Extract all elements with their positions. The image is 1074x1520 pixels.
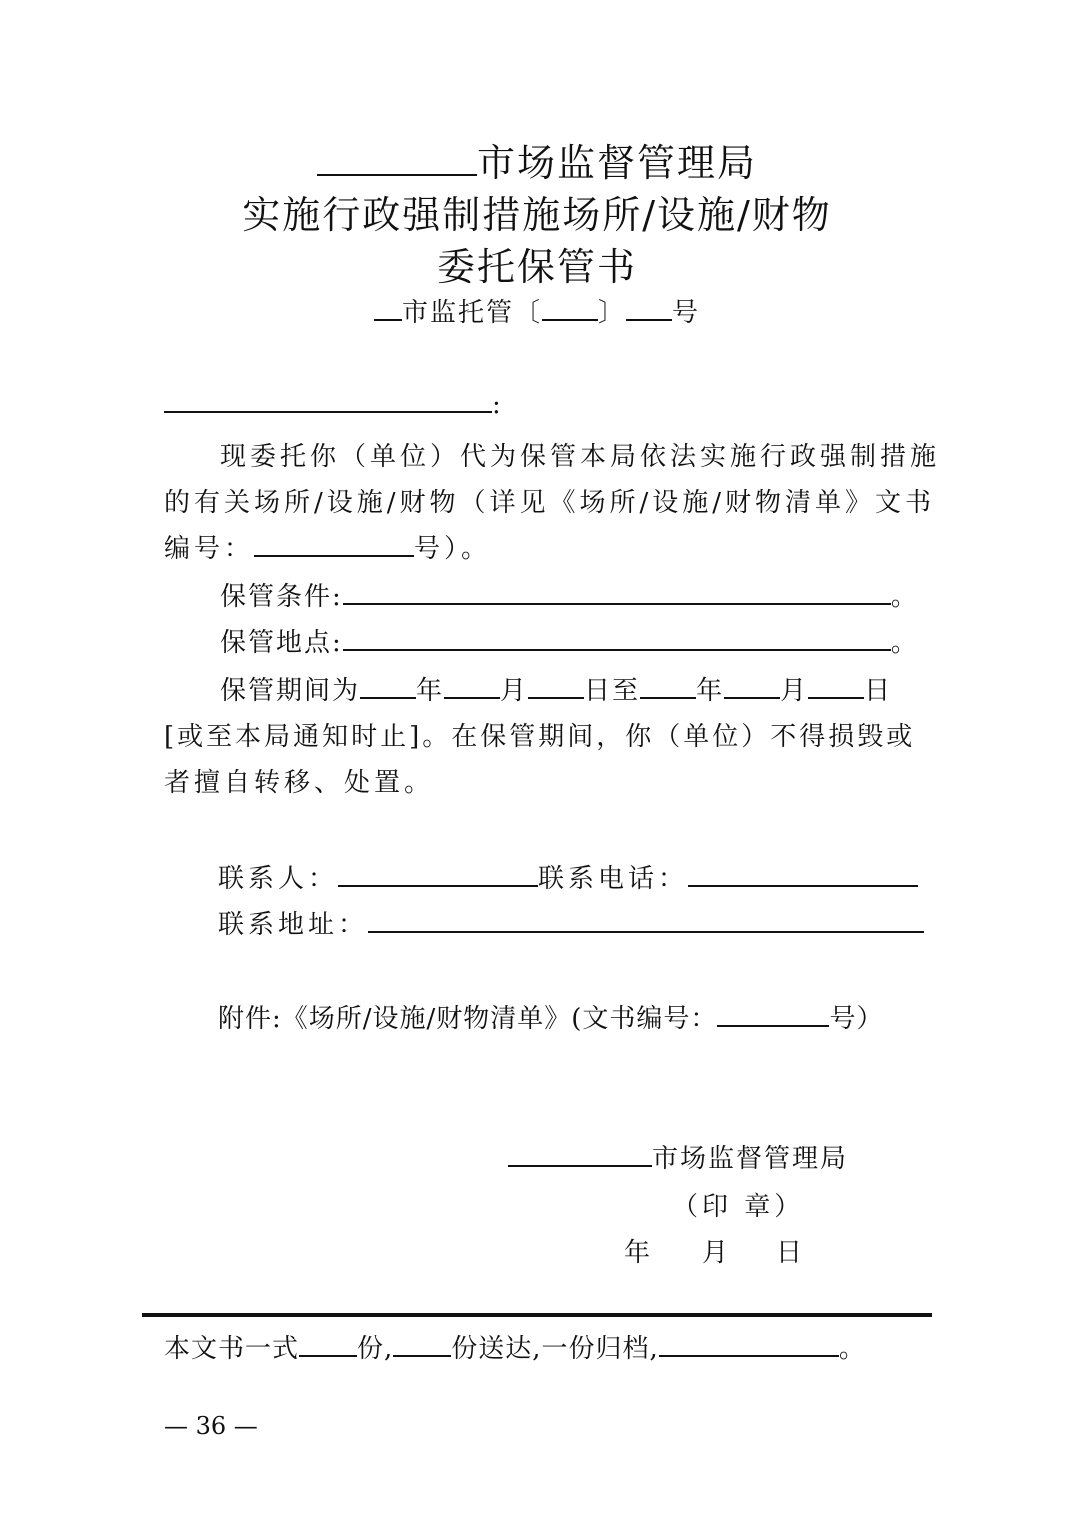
attachment-prefix: 附件:《场所/设施/财物清单》(文书编号： — [218, 1004, 718, 1034]
period-prefix: 保管期间为 — [220, 676, 361, 706]
blank-conditions[interactable] — [343, 602, 891, 605]
title-line-2: 实施行政强制措施场所/设施/财物 — [242, 193, 832, 237]
blank-end-year[interactable] — [640, 696, 696, 699]
location-label: 保管地点: — [220, 628, 343, 658]
contact-person-line — [218, 858, 918, 895]
title-org-text: 市场监督管理局 — [476, 141, 757, 185]
para1-line3 — [164, 528, 491, 565]
title-line-3: 委托保管书 — [436, 245, 637, 289]
signature-org: 市场监督管理局 — [652, 1144, 849, 1174]
blank-start-month[interactable] — [444, 696, 500, 699]
seal-label: （印 章） — [672, 1192, 805, 1222]
copies-mid1: 份, — [357, 1334, 394, 1364]
period-day-to: 日至 — [584, 676, 641, 706]
doc-number-prefix: 市监托管〔 — [401, 298, 542, 328]
recipient-line — [164, 390, 505, 420]
blank-contact-phone[interactable] — [688, 884, 918, 887]
para1-line2: 的有关场所/设施/财物（详见《场所/设施/财物清单》文书 — [164, 488, 936, 518]
period-line — [220, 670, 892, 707]
page-number: — 36 — — [164, 1412, 258, 1440]
blank-copies-total[interactable] — [299, 1354, 357, 1357]
blank-doc-seq[interactable] — [626, 318, 672, 321]
blank-recipient[interactable] — [164, 410, 492, 413]
signature-org-line — [508, 1138, 848, 1175]
date-day: 日 — [776, 1238, 807, 1268]
para3-line3: 者擅自转移、处置。 — [164, 768, 435, 798]
blank-signature-org[interactable] — [508, 1164, 652, 1167]
blank-doc-prefix[interactable] — [374, 318, 402, 321]
contact-address-line — [218, 904, 924, 941]
blank-end-month[interactable] — [724, 696, 780, 699]
blank-contact-person[interactable] — [338, 884, 538, 887]
doc-number-suffix: 号 — [672, 298, 701, 328]
period-day: 日 — [864, 676, 893, 706]
copies-end: 。 — [838, 1334, 866, 1364]
copies-line — [164, 1328, 866, 1365]
attachment-suffix: 号） — [829, 1004, 884, 1034]
serial-suffix: 号）。 — [414, 534, 492, 564]
period-year-2: 年 — [696, 676, 725, 706]
footer-divider — [142, 1313, 932, 1317]
period-year-1: 年 — [416, 676, 445, 706]
blank-list-serial[interactable] — [254, 554, 414, 557]
para1-line1: 现委托你（单位）代为保管本局依法实施行政强制措施 — [220, 442, 941, 472]
blank-end-day[interactable] — [808, 696, 864, 699]
blank-contact-address[interactable] — [368, 930, 924, 933]
copies-mid2: 份送达,一份归档, — [451, 1334, 659, 1364]
location-end: 。 — [890, 628, 921, 658]
document-number — [0, 292, 1074, 329]
conditions-line — [220, 576, 921, 613]
copies-prefix: 本文书一式 — [164, 1334, 300, 1364]
period-month-1: 月 — [500, 676, 529, 706]
blank-location[interactable] — [343, 648, 891, 651]
date-year: 年 — [624, 1238, 655, 1268]
blank-org-name[interactable] — [317, 173, 477, 176]
period-month-2: 月 — [780, 676, 809, 706]
blank-doc-year[interactable] — [542, 318, 598, 321]
blank-copies-other[interactable] — [659, 1354, 839, 1357]
para3-line2: [或至本局通知时止]。在保管期间，你（单位）不得损毁或 — [164, 722, 916, 752]
doc-number-middle: 〕 — [597, 298, 626, 328]
contact-address-label: 联系地址： — [218, 910, 369, 940]
date-month: 月 — [702, 1238, 733, 1268]
serial-label: 编号： — [164, 534, 255, 564]
blank-attachment-serial[interactable] — [717, 1024, 829, 1027]
signature-date — [624, 1232, 806, 1269]
conditions-label: 保管条件: — [220, 582, 343, 612]
contact-person-label: 联系人： — [218, 864, 339, 894]
blank-start-year[interactable] — [360, 696, 416, 699]
recipient-colon: : — [492, 390, 505, 420]
blank-copies-served[interactable] — [393, 1354, 451, 1357]
location-line — [220, 622, 921, 659]
blank-start-day[interactable] — [528, 696, 584, 699]
title-line-1 — [0, 132, 1074, 187]
attachment-line — [218, 998, 883, 1035]
conditions-end: 。 — [890, 582, 921, 612]
contact-phone-label: 联系电话： — [538, 864, 689, 894]
